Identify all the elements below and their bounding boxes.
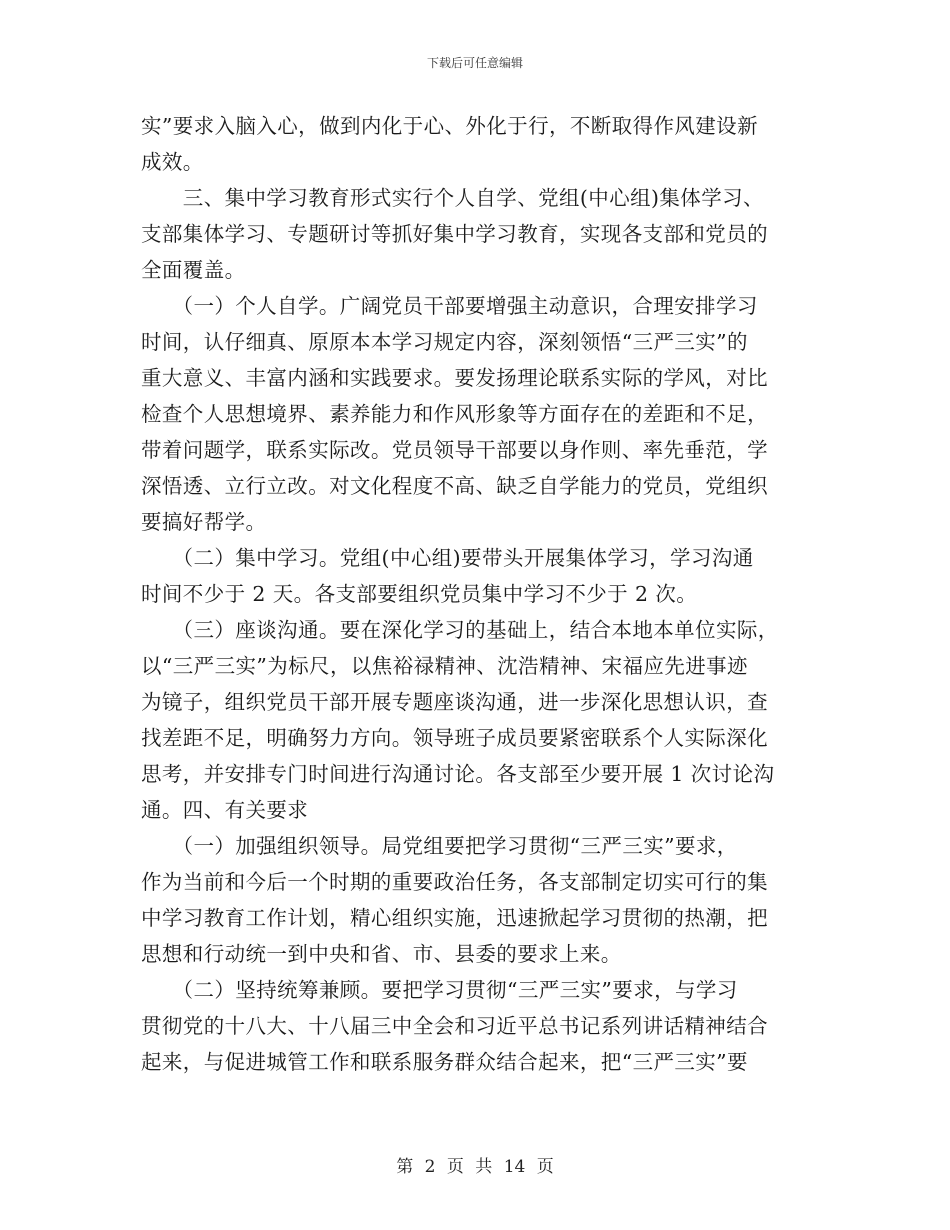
text-line: 成效。 bbox=[141, 150, 204, 174]
text-line: 要搞好帮学。 bbox=[141, 510, 267, 534]
text-line: 支部集体学习、专题研讨等抓好集中学习教育，实现各支部和党员的 bbox=[141, 222, 768, 246]
page-header: 下载后可任意编辑 bbox=[426, 56, 523, 70]
text-line: 找差距不足，明确努力方向。领导班子成员要紧密联系个人实际深化 bbox=[141, 726, 768, 750]
text-line: （一）加强组织领导。局党组要把学习贯彻“三严三实”要求， bbox=[141, 834, 738, 858]
text-line: 为镜子，组织党员干部开展专题座谈沟通，进一步深化思想认识，查 bbox=[141, 690, 768, 714]
text-line: 思想和行动统一到中央和省、市、县委的要求上来。 bbox=[141, 942, 622, 966]
text-line: 深悟透、立行立改。对文化程度不高、缺乏自学能力的党员，党组织 bbox=[141, 474, 768, 498]
document-body bbox=[141, 108, 809, 1080]
text-line: 作为当前和今后一个时期的重要政治任务，各支部制定切实可行的集 bbox=[141, 870, 768, 894]
text-line: 时间，认仔细真、原原本本学习规定内容，深刻领悟“三严三实”的 bbox=[141, 330, 748, 354]
text-line: 思考，并安排专门时间进行沟通讨论。各支部至少要开展 1 次讨论沟 bbox=[141, 762, 775, 786]
text-line: 实”要求入脑入心，做到内化于心、外化于行，不断取得作风建设新 bbox=[141, 114, 758, 138]
text-line: 带着问题学，联系实际改。党员领导干部要以身作则、率先垂范，学 bbox=[141, 438, 768, 462]
text-line: 全面覆盖。 bbox=[141, 258, 246, 282]
text-line: 以“三严三实”为标尺，以焦裕禄精神、沈浩精神、宋福应先进事迹 bbox=[141, 654, 748, 678]
page-number-footer: 第 2 页 共 14 页 bbox=[396, 1157, 554, 1177]
text-line: （二）坚持统筹兼顾。要把学习贯彻“三严三实”要求，与学习 bbox=[141, 978, 738, 1002]
text-line: 通。四、有关要求 bbox=[141, 798, 309, 822]
text-line: 时间不少于 2 天。各支部要组织党员集中学习不少于 2 次。 bbox=[141, 582, 698, 606]
text-line: （二）集中学习。党组(中心组)要带头开展集体学习，学习沟通 bbox=[141, 546, 754, 570]
text-line: （一）个人自学。广阔党员干部要增强主动意识，合理安排学习 bbox=[141, 294, 758, 318]
text-line: （三）座谈沟通。要在深化学习的基础上，结合本地本单位实际， bbox=[141, 618, 779, 642]
text-line: 重大意义、丰富内涵和实践要求。要发扬理论联系实际的学风，对比 bbox=[141, 366, 768, 390]
text-line: 贯彻党的十八大、十八届三中全会和习近平总书记系列讲话精神结合 bbox=[141, 1014, 768, 1038]
text-line: 检查个人思想境界、素养能力和作风形象等方面存在的差距和不足， bbox=[141, 402, 768, 426]
text-line: 中学习教育工作计划，精心组织实施，迅速掀起学习贯彻的热潮，把 bbox=[141, 906, 768, 930]
text-line: 起来，与促进城管工作和联系服务群众结合起来，把“三严三实”要 bbox=[141, 1050, 748, 1074]
text-line: 三、集中学习教育形式实行个人自学、党组(中心组)集体学习、 bbox=[141, 186, 764, 210]
